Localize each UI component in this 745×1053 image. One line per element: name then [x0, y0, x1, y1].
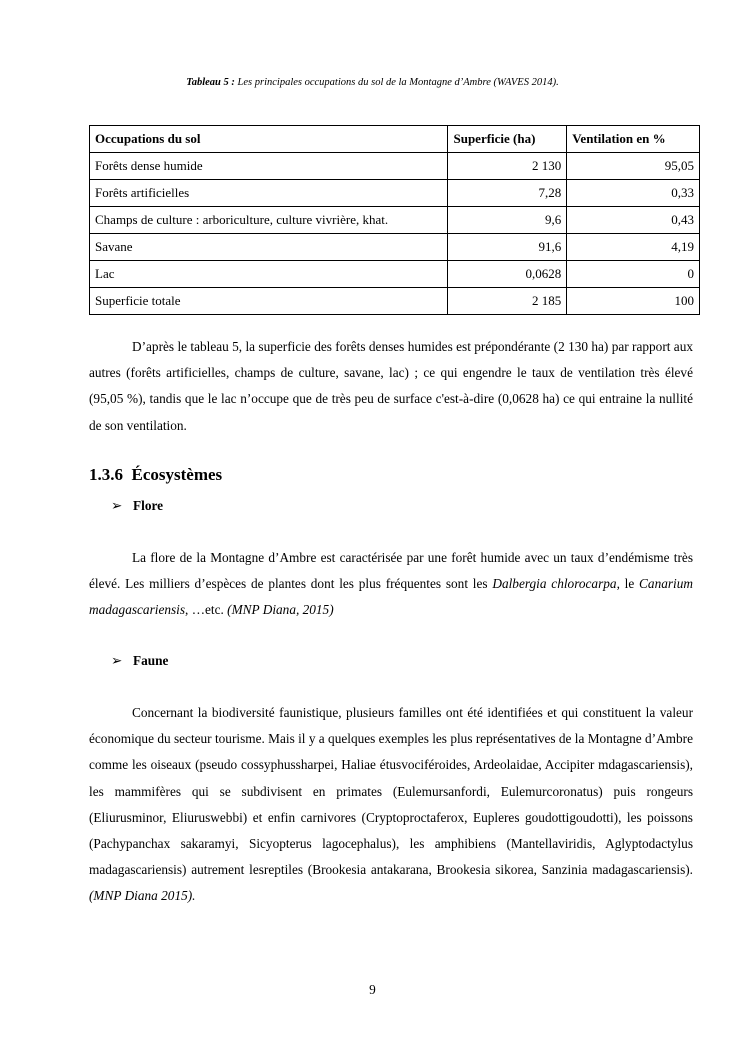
arrow-bullet-icon: ➢ — [111, 498, 123, 513]
bullet-flore-label: Flore — [133, 498, 164, 513]
table-row — [90, 234, 700, 261]
cell-superficie: 2 185 — [448, 288, 567, 315]
species-dalbergia: Dalbergia chlorocarpa — [492, 576, 617, 592]
flore-etc: , …etc. — [185, 602, 228, 618]
header-superficie: Superficie (ha) — [448, 126, 567, 153]
table-header-row — [90, 126, 700, 153]
cell-ventilation: 0,43 — [567, 207, 700, 234]
cell-superficie: 91,6 — [448, 234, 567, 261]
cell-ventilation: 4,19 — [567, 234, 700, 261]
bullet-flore — [111, 498, 163, 514]
arrow-bullet-icon: ➢ — [111, 653, 123, 668]
cell-superficie: 2 130 — [448, 153, 567, 180]
paragraph-analysis — [89, 334, 693, 439]
cell-ventilation: 0 — [567, 261, 700, 288]
section-number: 1.3.6 — [89, 465, 123, 484]
cell-occupation: Forêts dense humide — [90, 153, 448, 180]
flore-text: La flore de la Montagne d’Ambre est caractérisée par une forêt humide avec un taux d’endémisme très élevé. Les milliers d’espèces de plantes dont les plus fréquentes sont les — [89, 550, 693, 592]
cell-superficie: 9,6 — [448, 207, 567, 234]
bullet-faune-label: Faune — [133, 653, 169, 668]
paragraph-analysis-text: D’après le tableau 5, la superficie des forêts denses humides est prépondérante (2 130 ha) par rapport aux autres (forêts artificielles, champs de culture, savane, lac) ; ce qui engendre le taux de ventilation très élevé (95,05 %), tandis que le lac n’occupe que de très peu de surface c'est-à-dire (0,0628 ha) ce qui entraine la nullité de son ventilation. — [89, 339, 693, 433]
cell-occupation: Superficie totale — [90, 288, 448, 315]
table-caption — [0, 77, 745, 88]
header-ventilation: Ventilation en % — [567, 126, 700, 153]
table-row — [90, 288, 700, 315]
faune-text: Concernant la biodiversité faunistique, plusieurs familles ont été identifiées et qui constituent la valeur économique du secteur tourisme. Mais il y a quelques exemples les plus représentatives de la Montagne d’Ambre comme les oiseaux (pseudo cossyphussharpei, Haliae étusvociféroides, Ardeolaidae, Accipiter mdagascariensis), les mammifères qui se subdivisent en primates (Eulemursanfordi, Eulemurcoronatus) puis rongeurs (Eliurusminor, Eliuruswebbi) et enfin carnivores (Cryptoproctaferox, Eupleres goudottigoudotti), les poissons (Pachypanchax sakaramyi, Sicyopterus lagocephalus), les amphibiens (Mantellaviridis, Aglyptodactylus madagascariensis) autrement lesreptiles (Brookesia antakarana, Brookesia sikorea, Sanzinia madagascariensis). — [89, 705, 693, 878]
cell-ventilation: 0,33 — [567, 180, 700, 207]
caption-text: Les principales occupations du sol de la Montagne d’Ambre (WAVES 2014). — [234, 77, 559, 88]
flore-citation: (MNP Diana, 2015) — [227, 602, 334, 618]
cell-occupation: Savane — [90, 234, 448, 261]
species-canarium: Canarium madagascariensis — [89, 576, 693, 618]
table-row — [90, 207, 700, 234]
table-row — [90, 180, 700, 207]
flore-sep: , le — [616, 576, 640, 592]
caption-label: Tableau 5 : — [186, 77, 235, 88]
paragraph-faune — [89, 700, 693, 910]
land-use-table — [89, 125, 700, 315]
table-row — [90, 153, 700, 180]
faune-citation: (MNP Diana 2015). — [89, 888, 196, 904]
cell-superficie: 0,0628 — [448, 261, 567, 288]
cell-ventilation: 100 — [567, 288, 700, 315]
cell-occupation: Lac — [90, 261, 448, 288]
section-heading — [89, 465, 222, 485]
paragraph-flore — [89, 545, 693, 624]
cell-superficie: 7,28 — [448, 180, 567, 207]
cell-ventilation: 95,05 — [567, 153, 700, 180]
cell-occupation: Forêts artificielles — [90, 180, 448, 207]
cell-occupation: Champs de culture : arboriculture, culture vivrière, khat. — [90, 207, 448, 234]
header-occupations: Occupations du sol — [90, 126, 448, 153]
table-row — [90, 261, 700, 288]
page-number: 9 — [369, 982, 376, 997]
section-title: Écosystèmes — [131, 465, 223, 484]
bullet-faune — [111, 653, 168, 669]
